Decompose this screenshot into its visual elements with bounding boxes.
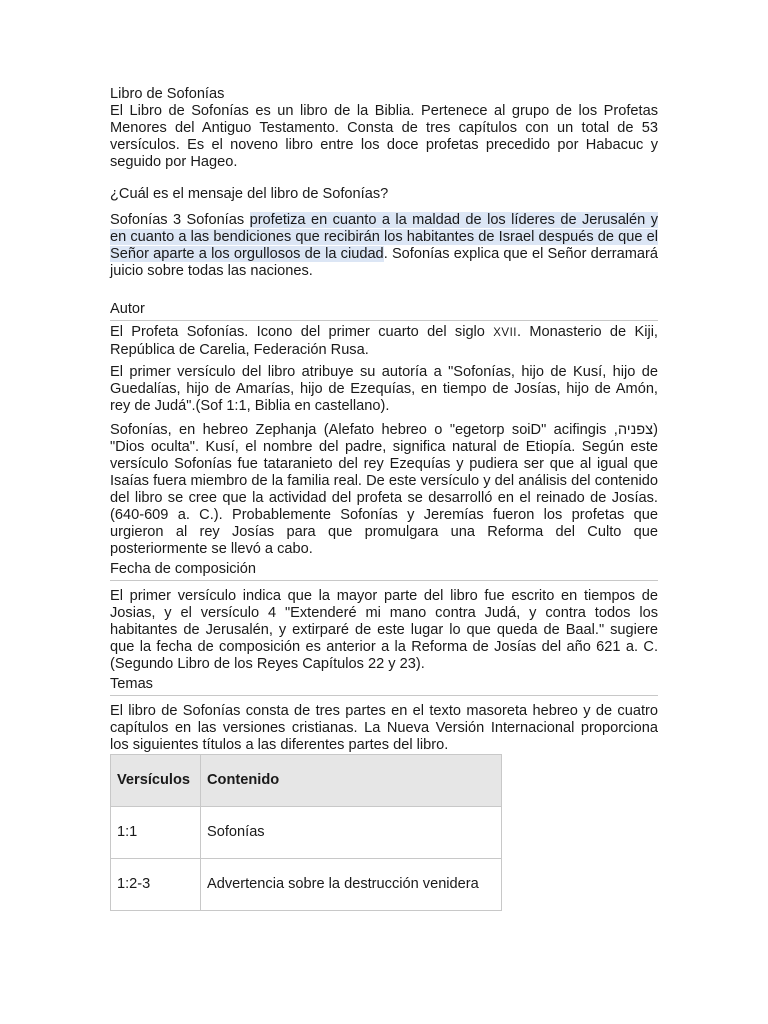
table-row: [111, 807, 502, 859]
highlighted-text[interactable]: profetiza en cuanto a la maldad de los líderes de Jerusalén y en cuanto a las bendiciones que recibirán los habitantes de Israel después de que el Señor aparte a los orgullosos de la ciudad: [110, 212, 658, 262]
message-answer[interactable]: [110, 212, 658, 280]
author-paragraph-1: [110, 324, 658, 359]
table-cell: Sofonías: [201, 807, 502, 859]
author-section: [110, 301, 658, 321]
message-answer-block: [110, 212, 658, 280]
table-cell: 1:2-3: [111, 859, 201, 911]
message-lead: Sofonías 3 Sofonías: [110, 212, 250, 228]
author-p1-start: El Profeta Sofonías. Icono del primer cuarto del siglo: [110, 324, 494, 340]
themes-section: [110, 676, 658, 696]
table-row: [111, 859, 502, 911]
header-cell-verses: Versículos: [111, 755, 201, 807]
author-p3-block: [110, 422, 658, 558]
date-paragraph: El primer versículo indica que la mayor parte del libro fue escrito en tiempos de Josias, y el versículo 4 "Extenderé mi mano contra Judá, y contra todos los habitantes de Jerusalén, y extirparé de este lugar lo que queda de Baal." sugiere que la fecha de composición es anterior a la Reforma de Josías del año 621 a. C. (Segundo Libro de los Reyes Capítulos 22 y 23).: [110, 588, 658, 672]
contents-table: [110, 754, 502, 911]
author-p2-block: [110, 364, 658, 415]
table-cell: 1:1: [111, 807, 201, 859]
themes-divider: [110, 695, 658, 696]
date-body-block: [110, 588, 658, 673]
author-p1-end: . Monasterio de Kiji, República de Carelia, Federación Rusa.: [110, 324, 658, 358]
date-divider: [110, 580, 658, 581]
themes-heading: Temas: [110, 676, 153, 692]
date-section: [110, 561, 658, 581]
century-numeral: XVII: [493, 327, 517, 339]
message-question: ¿Cuál es el mensaje del libro de Sofonías?: [110, 186, 389, 202]
message-section: [110, 186, 658, 203]
themes-body-block: [110, 703, 658, 754]
table-cell: Advertencia sobre la destrucción venidera: [201, 859, 502, 911]
intro-paragraph: El Libro de Sofonías es un libro de la Biblia. Pertenece al grupo de los Profetas Menores del Antiguo Testamento. Consta de tres capítulos con un total de 53 versículos. Es el noveno libro entre los doce profetas precedido por Habacuc y seguido por Hageo.: [110, 103, 658, 170]
table-header-row: [111, 755, 502, 807]
themes-paragraph: El libro de Sofonías consta de tres partes en el texto masoreta hebreo y de cuatro capítulos en las versiones cristianas. La Nueva Versión Internacional proporciona los siguientes títulos a las diferentes partes del libro.: [110, 703, 658, 753]
author-paragraph-3: Sofonías, en hebreo Zephanja (Alefato hebreo o "egetorp soiD" acifingis ,צפניה) "Dios oculta". Kusí, el nombre del padre, significa natural de Etiopía. Según este versículo Sofonías fue tataranieto del rey Ezequías y pudiera ser que al igual que Isaías fuera miembro de la familia real. De este versículo y del análisis del contenido del libro se cree que la actividad del profeta se desarrolló en el reinado de Josías.(640-609 a. C.). Probablemente Sofonías y Jeremías fueron los profetas que urgieron al rey Josías para que promulgara una Reforma del Culto que posteriormente se llevó a cabo.: [110, 422, 658, 557]
date-heading: Fecha de composición: [110, 561, 257, 577]
message-tail: . Sofonías explica que el Señor derramará juicio sobre todas las naciones.: [110, 246, 659, 279]
header-cell-content: Contenido: [201, 755, 502, 807]
intro-section: [110, 86, 658, 171]
author-p1-block: [110, 324, 658, 359]
document-title: Libro de Sofonías: [110, 86, 225, 102]
author-divider: [110, 320, 658, 321]
author-paragraph-2: El primer versículo del libro atribuye su autoría a "Sofonías, hijo de Kusí, hijo de Guedalías, hijo de Amarías, hijo de Ezequías, en tiempo de Josías, hijo de Amón, rey de Judá".(Sof 1:1, Biblia en castellano).: [110, 364, 658, 414]
author-heading: Autor: [110, 301, 145, 317]
